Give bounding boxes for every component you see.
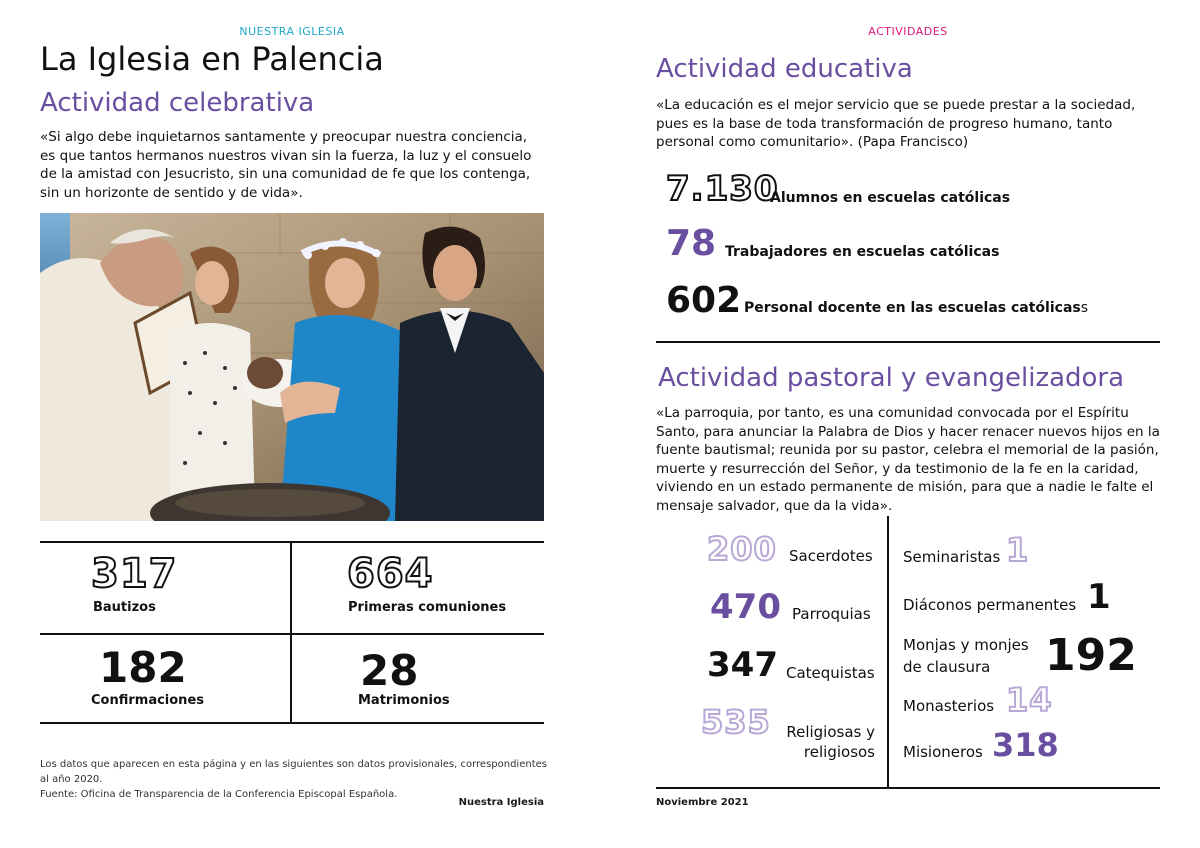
stat-misioneros-value: 318 [992,726,1059,764]
footnote-line-2: Fuente: Oficina de Transparencia de la Conferencia Episcopal Española. [40,789,398,800]
stat-confirmaciones-label: Confirmaciones [91,693,204,708]
stat-bautizos-value: 317 [91,551,178,597]
section-tag-actividades: ACTIVIDADES [868,25,948,38]
stat-seminaristas-label: Seminaristas [903,548,1001,566]
stat-monjas-value: 192 [1045,630,1137,681]
stat-parroquias-label: Parroquias [792,605,871,623]
stat-docente-value: 602 [666,280,742,321]
section-title-pastoral: Actividad pastoral y evangelizadora [658,363,1125,393]
quote-celebrativa: «Si algo debe inquietarnos santamente y preocupar nuestra conciencia, es que tantos hermanos nuestros vivan sin la fuerza, la luz y el consuelo de la amistad con Jesucristo, sin una comunidad de fe que los contenga, sin un horizonte de sentido y de vida». [40,129,532,201]
footer-left: Nuestra Iglesia [458,797,544,808]
stat-trabajadores-label: Trabajadores en escuelas católicas [725,244,1000,260]
quote-educativa: «La educación es el mejor servicio que se puede prestar a la sociedad, pues es la base de toda transformación de progreso humano, tanto personal como comunitario». (Papa Francisco) [656,97,1136,150]
page-title: La Iglesia en Palencia [40,40,384,78]
stat-sacerdotes-label: Sacerdotes [789,547,873,565]
stat-monjas-label-line1: Monjas y monjes [903,636,1029,654]
stat-docente-label [744,300,1088,316]
stat-docente-label-suffix: s [1080,300,1089,316]
stat-religiosos-label-line2: religiosos [803,743,875,761]
stat-sacerdotes-value: 200 [707,530,777,568]
grid-top-line [40,541,544,543]
quote-pastoral: «La parroquia, por tanto, es una comunidad convocada por el Espíritu Santo, para anunciar la Palabra de Dios y hacer renacer nuevos hijos en la fuente bautismal; reunida por su pastor, celebra el memorial de la pasión, muerte y resurrección del Señor, y da testimonio de la fe en la caridad, viviendo en un estado permanente de misión, para que a nadie le falte el mensaje salvador, que da la vida». [656,405,1160,514]
stat-religiosos-label-line1: Religiosas y [786,723,875,741]
grid-bottom-line [40,722,544,724]
section-title-celebrativa: Actividad celebrativa [40,88,315,118]
stat-diaconos-value: 1 [1087,577,1111,617]
stat-misioneros-label: Misioneros [903,743,983,761]
stat-docente-label-text: Personal docente en las escuelas católicas [744,300,1081,316]
stat-comuniones-label: Primeras comuniones [348,600,507,615]
stat-parroquias-value: 470 [710,587,781,627]
stat-matrimonios-value: 28 [360,646,419,695]
grid-vertical-line [290,541,292,724]
stat-monjas-label-line2: de clausura [903,658,991,676]
section-title-educativa: Actividad educativa [656,54,913,84]
stat-monjas-label [903,634,1029,678]
grid-middle-line [40,633,544,635]
stat-monasterios-value: 14 [1006,681,1053,719]
pastoral-bottom-line [656,787,1160,789]
footnote-line-1: Los datos que aparecen en esta página y en las siguientes son datos provisionales, correspondientes al año 2020. [40,759,547,785]
stat-religiosos-value: 535 [701,703,771,741]
baptism-photo [40,213,544,521]
divider-educativa-pastoral [656,341,1160,343]
stat-catequistas-value: 347 [707,645,778,685]
stat-bautizos-label: Bautizos [93,600,156,615]
stat-confirmaciones-value: 182 [99,643,187,692]
stat-seminaristas-value: 1 [1006,531,1030,569]
stat-religiosos-label [780,722,875,762]
footnote [40,757,550,802]
stat-monasterios-label: Monasterios [903,697,995,715]
stat-matrimonios-label: Matrimonios [358,693,450,708]
stat-alumnos-label: Alumnos en escuelas católicas [770,190,1011,206]
stat-comuniones-value: 664 [347,551,434,597]
footer-right: Noviembre 2021 [656,797,749,808]
stat-diaconos-label: Diáconos permanentes [903,596,1077,614]
stat-catequistas-label: Catequistas [786,664,875,682]
stat-alumnos-value: 7.130 [666,169,779,209]
pastoral-vertical-line [887,516,889,788]
stat-trabajadores-value: 78 [666,223,717,264]
section-tag-nuestra-iglesia: NUESTRA IGLESIA [239,25,345,38]
